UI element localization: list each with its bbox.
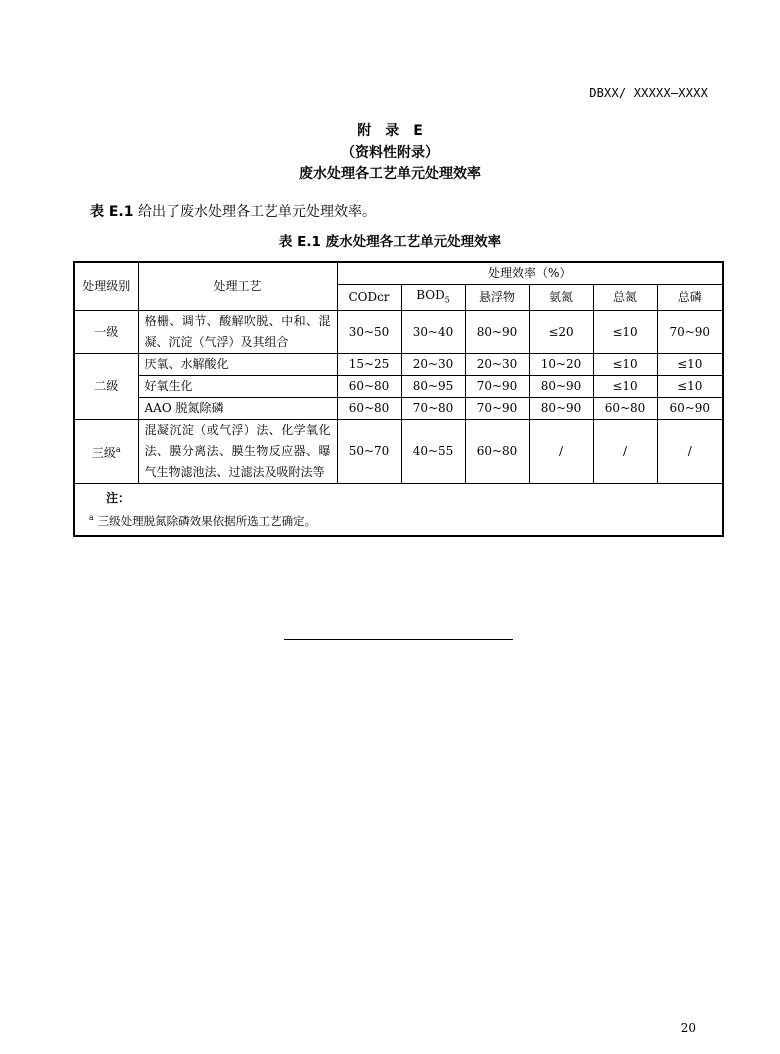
- table-caption: 表 E.1 废水处理各工艺单元处理效率: [278, 234, 502, 250]
- cell-cod: 50~70: [337, 420, 401, 484]
- intro-paragraph: [90, 201, 376, 221]
- cell-ss: 60~80: [465, 420, 529, 484]
- page-number: 20: [680, 1021, 696, 1035]
- table-row: [74, 398, 723, 420]
- cell-process: 好氧生化: [138, 376, 337, 398]
- cell-level: [74, 420, 138, 484]
- header-cod: CODcr: [337, 285, 401, 311]
- header-bod-subscript: 5: [444, 295, 450, 305]
- cell-ss: 20~30: [465, 354, 529, 376]
- table-row: [74, 376, 723, 398]
- table-row: [74, 420, 723, 484]
- cell-tp: 60~90: [657, 398, 723, 420]
- cell-ammonia: 80~90: [529, 376, 593, 398]
- cell-bod: 70~80: [401, 398, 465, 420]
- cell-bod: 40~55: [401, 420, 465, 484]
- document-code: DBXX/ XXXXX—XXXX: [589, 86, 708, 100]
- cell-process: 格栅、调节、酸解吹脱、中和、混凝、沉淀（气浮）及其组合: [138, 311, 337, 354]
- cell-ammonia: ≤20: [529, 311, 593, 354]
- intro-text: 给出了废水处理各工艺单元处理效率。: [137, 204, 376, 220]
- cell-ss: 80~90: [465, 311, 529, 354]
- cell-level: 一级: [74, 311, 138, 354]
- cell-tn: ≤10: [593, 354, 657, 376]
- header-tn: 总氮: [593, 285, 657, 311]
- cell-tp: ≤10: [657, 376, 723, 398]
- table-row: [74, 354, 723, 376]
- end-rule: [284, 639, 513, 640]
- cell-tn: ≤10: [593, 376, 657, 398]
- cell-ss: 70~90: [465, 398, 529, 420]
- cell-level: 二级: [74, 354, 138, 420]
- cell-bod: 30~40: [401, 311, 465, 354]
- cell-tp: ≤10: [657, 354, 723, 376]
- table-header-row: [74, 262, 723, 285]
- cell-cod: 30~50: [337, 311, 401, 354]
- cell-ammonia: /: [529, 420, 593, 484]
- appendix-title: 附 录 E: [357, 123, 423, 139]
- appendix-name: 废水处理各工艺单元处理效率: [299, 166, 481, 182]
- intro-table-ref: 表 E.1: [90, 204, 134, 220]
- table-note: [74, 484, 723, 537]
- table-row: [74, 311, 723, 354]
- cell-ammonia: 80~90: [529, 398, 593, 420]
- cell-bod: 20~30: [401, 354, 465, 376]
- header-ammonia: 氨氮: [529, 285, 593, 311]
- cell-process: 厌氧、水解酸化: [138, 354, 337, 376]
- note-title: 注：: [106, 491, 131, 506]
- cell-cod: 15~25: [337, 354, 401, 376]
- appendix-type: （资料性附录）: [341, 145, 439, 161]
- cell-tn: /: [593, 420, 657, 484]
- cell-bod: 80~95: [401, 376, 465, 398]
- header-tp: 总磷: [657, 285, 723, 311]
- cell-level-footnote-mark: a: [115, 445, 121, 455]
- note-footnote-mark: a: [89, 513, 94, 523]
- efficiency-table: [73, 261, 724, 537]
- header-efficiency: 处理效率（%）: [337, 262, 723, 285]
- header-bod-text: BOD: [416, 288, 445, 302]
- cell-ss: 70~90: [465, 376, 529, 398]
- cell-tn: 60~80: [593, 398, 657, 420]
- cell-process: AAO 脱氮除磷: [138, 398, 337, 420]
- cell-process: 混凝沉淀（或气浮）法、化学氧化法、膜分离法、膜生物反应器、曝气生物滤池法、过滤法及吸附法等: [138, 420, 337, 484]
- header-ss: 悬浮物: [465, 285, 529, 311]
- header-bod: [401, 285, 465, 311]
- cell-level-text: 三级: [91, 446, 116, 461]
- header-level: 处理级别: [74, 262, 138, 311]
- cell-tp: /: [657, 420, 723, 484]
- cell-cod: 60~80: [337, 376, 401, 398]
- cell-tp: 70~90: [657, 311, 723, 354]
- cell-tn: ≤10: [593, 311, 657, 354]
- cell-ammonia: 10~20: [529, 354, 593, 376]
- cell-cod: 60~80: [337, 398, 401, 420]
- header-process: 处理工艺: [138, 262, 337, 311]
- table-note-row: [74, 484, 723, 537]
- note-text: 三级处理脱氮除磷效果依据所选工艺确定。: [97, 514, 317, 529]
